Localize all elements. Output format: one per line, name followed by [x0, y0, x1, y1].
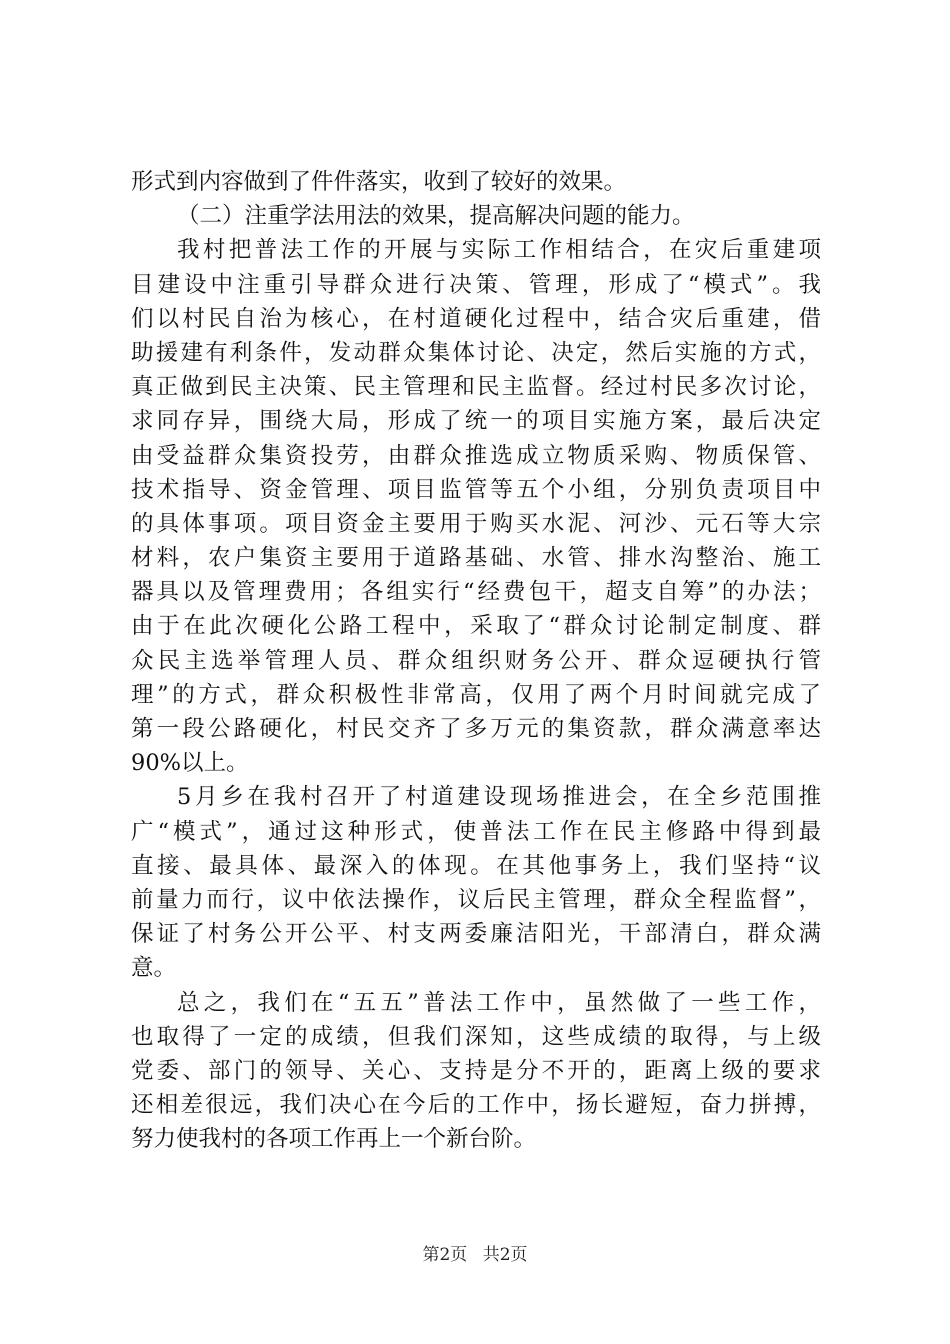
text-line: 努力使我村的各项工作再上一个新台阶。 [131, 1126, 537, 1153]
text-line: 广“模式”，通过这种形式，使普法工作在民主修路中得到最 [131, 818, 821, 845]
text-line: 材料，农户集资主要用于道路基础、水管、排水沟整治、施工 [131, 545, 821, 572]
text-line: 由于在此次硬化公路工程中，采取了“群众讨论制定制度、群 [131, 613, 821, 640]
text-line: 真正做到民主决策、民主管理和民主监督。经过村民多次讨论， [131, 374, 821, 401]
page-number: 第2页 [422, 1245, 468, 1265]
text-line: 们以村民自治为核心，在村道硬化过程中，结合灾后重建，借 [131, 305, 821, 332]
text-line: 直接、最具体、最深入的体现。在其他事务上，我们坚持“议 [131, 852, 821, 879]
document-body [131, 165, 821, 1156]
text-line: 5月乡在我村召开了村道建设现场推进会，在全乡范围推 [177, 784, 821, 811]
page-total: 共2页 [482, 1245, 528, 1265]
text-line: 保证了村务公开公平、村支两委廉洁阳光，干部清白，群众满 [131, 921, 821, 948]
text-line: 理”的方式，群众积极性非常高，仅用了两个月时间就完成了 [131, 681, 821, 708]
text-line: 求同存异，围绕大局，形成了统一的项目实施方案，最后决定 [131, 408, 821, 435]
text-line: 形式到内容做到了件件落实，收到了较好的效果。 [131, 169, 627, 195]
text-line: 意。 [131, 955, 177, 982]
text-line: 党委、部门的领导、关心、支持是分不开的，距离上级的要求 [131, 1057, 821, 1084]
text-line: 我村把普法工作的开展与实际工作相结合，在灾后重建项 [177, 237, 821, 264]
text-line: 器具以及管理费用；各组实行“经费包干，超支自筹”的办法； [131, 579, 821, 606]
text-line: 前量力而行，议中依法操作，议后民主管理，群众全程监督”， [131, 886, 821, 913]
page-footer [0, 1240, 950, 1265]
text-line: 总之，我们在“五五”普法工作中，虽然做了一些工作， [177, 989, 821, 1016]
text-line: 由受益群众集资投劳，由群众推选成立物质采购、物质保管、 [131, 442, 821, 469]
text-line: 的具体事项。项目资金主要用于购买水泥、河沙、元石等大宗 [131, 510, 821, 537]
text-line: 也取得了一定的成绩，但我们深知，这些成绩的取得，与上级 [131, 1023, 821, 1050]
text-line: 众民主选举管理人员、群众组织财务公开、群众逗硬执行管 [131, 647, 821, 674]
text-line: （二）注重学法用法的效果，提高解决问题的能力。 [177, 203, 695, 230]
text-line: 还相差很远，我们决心在今后的工作中，扬长避短，奋力拼搏， [131, 1092, 821, 1119]
text-line: 第一段公路硬化，村民交齐了多万元的集资款，群众满意率达 [131, 716, 821, 742]
text-line: 技术指导、资金管理、项目监管等五个小组，分别负责项目中 [131, 476, 821, 503]
text-line: 目建设中注重引导群众进行决策、管理，形成了“模式”。我 [131, 271, 821, 298]
text-line: 90%以上。 [131, 750, 249, 777]
text-line: 助援建有利条件，发动群众集体讨论、决定，然后实施的方式， [131, 339, 821, 366]
